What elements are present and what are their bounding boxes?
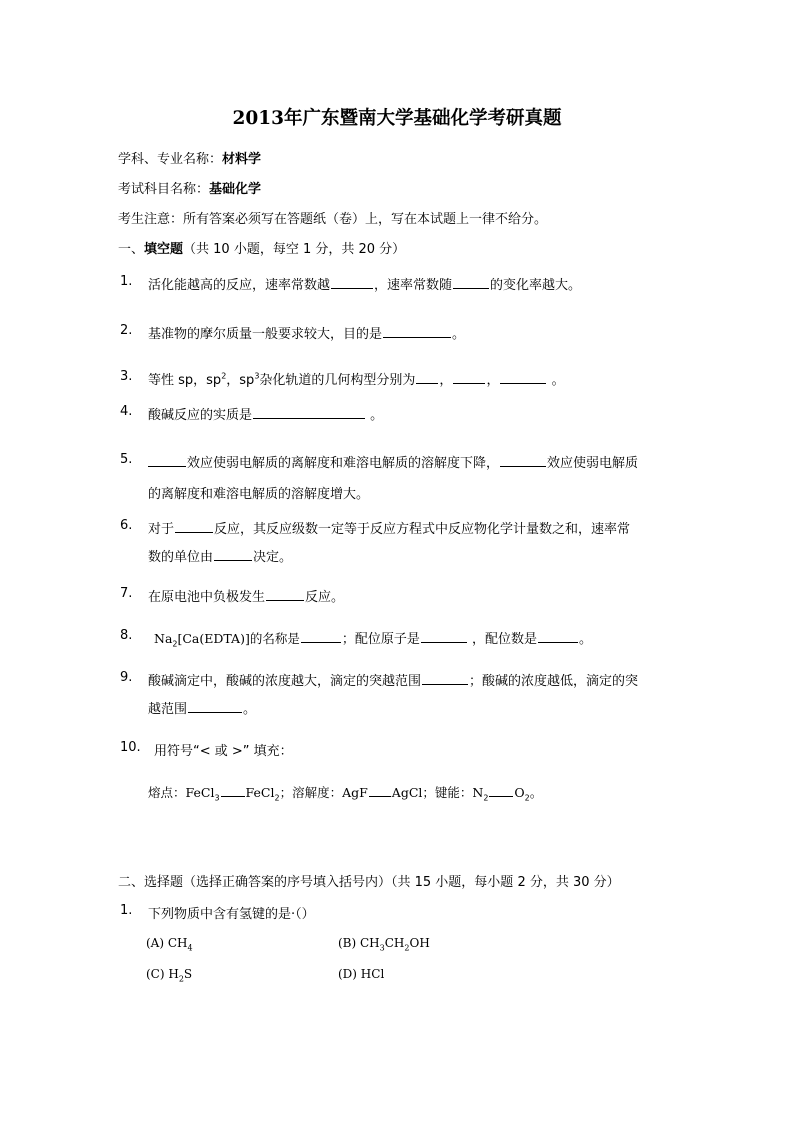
question-number: 9. [120,670,133,685]
course-line [118,178,261,197]
question-number: 5. [120,452,133,467]
answer-blank[interactable] [453,276,489,289]
answer-blank[interactable] [421,630,467,643]
notice: 考生注意：所有答案必须写在答题纸（卷）上，写在本试题上一律不给分。 [118,212,548,227]
subject-line [118,148,261,167]
answer-blank[interactable] [266,588,304,601]
question-3: 等性 sp，$sp^2$，$sp^3$杂化轨道的几何构型分别为 ， ， 。 [148,371,565,388]
question-number: 4. [120,404,133,419]
option-c[interactable]: (C) $H_2S$ [146,967,193,984]
section1-heading: 一、填空题（共 10 小题，每空 1 分，共 20 分） [118,242,406,257]
subject-value: 材料学 [222,152,262,167]
question-number: 2. [120,323,133,338]
answer-blank[interactable] [383,325,451,338]
question-number: 6. [120,518,133,533]
answer-blank[interactable] [500,371,546,384]
question-5: 效应使弱电解质的离解度和难溶电解质的溶解度下降， 效应使弱电解质 [148,452,638,471]
question-number: 1. [120,274,133,289]
question-8: $Na_2[Ca(EDTA)]$的名称是 ；配位原子是 ，配位数是 。 [154,631,593,649]
question-7: 在原电池中负极发生 反应。 [148,590,345,605]
option-b[interactable]: (B) $CH_3CH_2OH$ [338,936,430,953]
section2-heading: 二、选择题（选择正确答案的序号填入括号内）（共 15 小题，每小题 2 分，共 30 分） [118,875,620,890]
answer-blank[interactable] [331,276,373,289]
answer-blank[interactable] [221,784,245,797]
question-6: 对于 反应，其反应级数一定等于反应方程式中反应物化学计量数之和，速率常 [148,522,631,537]
question-2: 基准物的摩尔质量一般要求较大，目的是 。 [148,327,466,342]
answer-blank[interactable] [214,548,252,561]
mc-question-1: 下列物质中含有氢键的是·（） [148,907,315,922]
question-4: 酸碱反应的实质是 。 [148,408,384,423]
question-number: 7. [120,586,133,601]
question-5-line2: 的离解度和难溶电解质的溶解度增大。 [148,487,370,502]
answer-blank[interactable] [500,454,546,467]
question-9: 酸碱滴定中，酸碱的浓度越大，滴定的突越范围 ；酸碱的浓度越低，滴定的突 [148,674,639,689]
answer-blank[interactable] [422,672,468,685]
answer-blank[interactable] [253,406,365,419]
answer-blank[interactable] [453,371,485,384]
question-1: 活化能越高的反应，速率常数越 ，速率常数随 的变化率越大。 [148,278,582,293]
answer-blank[interactable] [301,630,341,643]
answer-blank[interactable] [416,371,438,384]
page-title: 2013年广东暨南大学基础化学考研真题 [232,108,562,129]
subject-label: 学科、专业名称： [118,152,223,167]
question-6-line2: 数的单位由 决定。 [148,550,293,565]
answer-blank[interactable] [148,454,186,467]
option-d[interactable]: (D) HCl [338,967,385,981]
question-number: 1. [120,903,133,918]
question-10-fill-line: 熔点：FeCl$_3$ FeCl$_2$；溶解度：AgF AgCl；键能：$N_2$ $O_2$。 [148,785,543,803]
question-number: 10. [120,740,141,755]
answer-blank[interactable] [538,630,578,643]
question-10: 用符号“< 或 >” 填充： [154,744,293,759]
answer-blank[interactable] [489,784,513,797]
answer-blank[interactable] [175,520,213,533]
question-number: 3. [120,369,133,384]
answer-blank[interactable] [369,784,391,797]
question-9-line2: 越范围 。 [148,702,257,717]
question-number: 8. [120,628,133,643]
course-label: 考试科目名称： [118,182,210,197]
course-value: 基础化学 [209,182,262,197]
option-a[interactable]: (A) $CH_4$ [146,936,193,953]
answer-blank[interactable] [188,700,242,713]
